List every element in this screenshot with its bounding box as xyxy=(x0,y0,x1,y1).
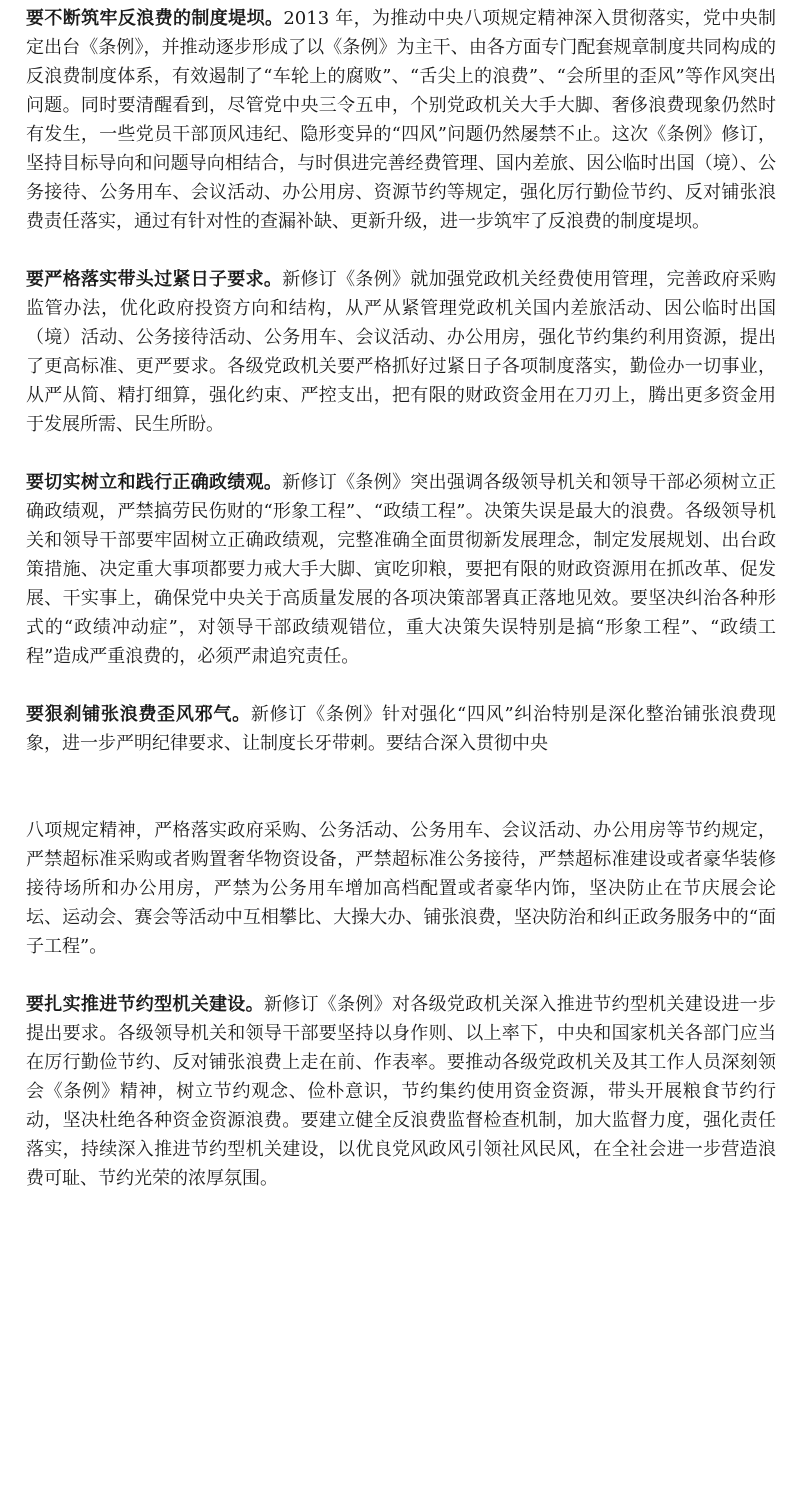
paragraph-tight-budget xyxy=(26,265,776,439)
paragraph-lead-heading: 要扎实推进节约型机关建设。 xyxy=(26,994,264,1015)
paragraph-curb-extravagance xyxy=(26,700,776,758)
paragraph-spacer xyxy=(26,671,776,700)
paragraph-body: 新修订《条例》针对强化“四风”纠治特别是深化整治铺张浪费现象，进一步严明纪律要求、让制度长牙带刺。要结合深入贯彻中央 xyxy=(26,704,777,754)
paragraph-curb-extravagance-continued xyxy=(26,816,776,961)
paragraph-lead-heading: 要切实树立和践行正确政绩观。 xyxy=(26,472,283,493)
paragraph-frugal-agencies xyxy=(26,990,776,1193)
paragraph-body: 2013 年，为推动中央八项规定精神深入贯彻落实，党中央制定出台《条例》，并推动逐步形成了以《条例》为主干、由各方面专门配套规章制度共同构成的反浪费制度体系，有效遏制了“车轮上的腐败”、“舌尖上的浪费”、“会所里的歪风”等作风突出问题。同时要清醒看到，尽管党中央三令五申，个别党政机关大手大脚、奢侈浪费现象仍然时有发生，一些党员干部顶风违纪、隐形变异的“四风”问题仍然屡禁不止。这次《条例》修订，坚持目标导向和问题导向相结合，与时俱进完善经费管理、国内差旅、因公临时出国（境）、公务接待、公务用车、会议活动、办公用房、资源节约等规定，强化厉行勤俭节约、反对铺张浪费责任落实，通过有针对性的查漏补缺、更新升级，进一步筑牢了反浪费的制度堤坝。 xyxy=(26,8,777,232)
paragraph-lead-heading: 要狠刹铺张浪费歪风邪气。 xyxy=(26,704,251,725)
paragraph-body: 八项规定精神，严格落实政府采购、公务活动、公务用车、会议活动、办公用房等节约规定，严禁超标准采购或者购置奢华物资设备，严禁超标准公务接待，严禁超标准建设或者豪华装修接待场所和办公用房，严禁为公务用车增加高档配置或者豪华内饰，坚决防止在节庆展会论坛、运动会、赛会等活动中互相攀比、大操大办、铺张浪费，坚决防治和纠正政务服务中的“面子工程”。 xyxy=(26,820,776,957)
paragraph-spacer xyxy=(26,236,776,265)
document-page xyxy=(26,4,776,1193)
paragraph-institutional-dam xyxy=(26,4,776,236)
paragraph-lead-heading: 要严格落实带头过紧日子要求。 xyxy=(26,269,283,290)
paragraph-spacer xyxy=(26,439,776,468)
paragraph-body: 新修订《条例》对各级党政机关深入推进节约型机关建设进一步提出要求。各级领导机关和领导干部要坚持以身作则、以上率下，中央和国家机关各部门应当在厉行勤俭节约、反对铺张浪费上走在前、作表率。要推动各级党政机关及其工作人员深刻领会《条例》精神，树立节约观念、俭朴意识，节约集约使用资金资源，带头开展粮食节约行动，坚决杜绝各种资金资源浪费。要建立健全反浪费监督检查机制，加大监督力度，强化责任落实，持续深入推进节约型机关建设，以优良党风政风引领社风民风，在全社会进一步营造浪费可耻、节约光荣的浓厚氛围。 xyxy=(26,994,777,1189)
paragraph-spacer xyxy=(26,961,776,990)
paragraph-lead-heading: 要不断筑牢反浪费的制度堤坝。 xyxy=(26,8,284,29)
paragraph-body: 新修订《条例》就加强党政机关经费使用管理，完善政府采购监管办法，优化政府投资方向和结构，从严从紧管理党政机关国内差旅活动、因公临时出国（境）活动、公务接待活动、公务用车、会议活动、办公用房，强化节约集约利用资源，提出了更高标准、更严要求。各级党政机关要严格抓好过紧日子各项制度落实，勤俭办一切事业，从严从简、精打细算，强化约束、严控支出，把有限的财政资金用在刀刃上，腾出更多资金用于发展所需、民生所盼。 xyxy=(26,269,777,435)
page-break-spacer xyxy=(26,758,776,816)
paragraph-body: 新修订《条例》突出强调各级领导机关和领导干部必须树立正确政绩观，严禁搞劳民伤财的“形象工程”、“政绩工程”。决策失误是最大的浪费。各级领导机关和领导干部要牢固树立正确政绩观，完整准确全面贯彻新发展理念，制定发展规划、出台政策措施、决定重大事项都要力戒大手大脚、寅吃卯粮，要把有限的财政资源用在抓改革、促发展、干实事上，确保党中央关于高质量发展的各项决策部署真正落地见效。要坚决纠治各种形式的“政绩冲动症”，对领导干部政绩观错位，重大决策失误特别是搞“形象工程”、“政绩工程”造成严重浪费的，必须严肃追究责任。 xyxy=(26,472,777,667)
paragraph-performance-view xyxy=(26,468,776,671)
